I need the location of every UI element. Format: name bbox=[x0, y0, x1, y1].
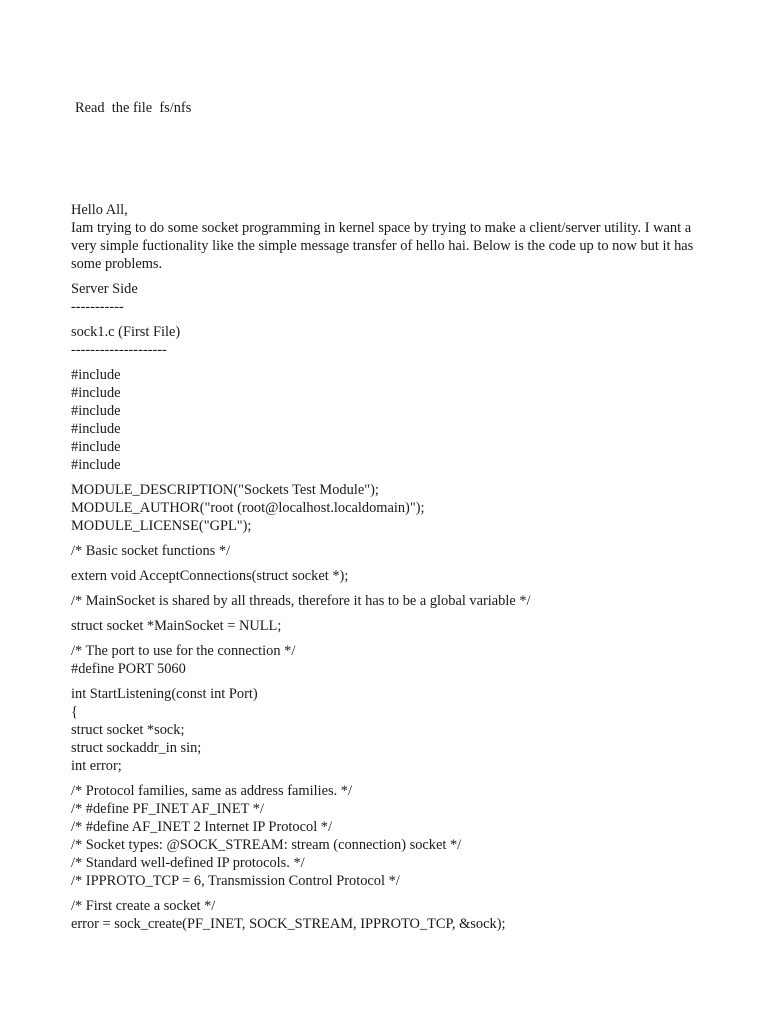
code-line: #define PORT 5060 bbox=[71, 661, 186, 677]
code-comment bbox=[71, 542, 711, 560]
code-line: int StartListening(const int Port) bbox=[71, 686, 258, 702]
code-line: /* MainSocket is shared by all threads, therefore it has to be a global variable */ bbox=[71, 593, 531, 609]
text-line: Server Side bbox=[71, 281, 138, 297]
text-line: Hello All, bbox=[71, 202, 128, 218]
text-line: -------------------- bbox=[71, 342, 167, 358]
code-line: /* First create a socket */ bbox=[71, 898, 216, 914]
code-statement bbox=[71, 617, 711, 635]
port-block bbox=[71, 642, 711, 678]
code-line: #include bbox=[71, 367, 121, 383]
code-line: extern void AcceptConnections(struct socket *); bbox=[71, 568, 349, 584]
code-line: MODULE_DESCRIPTION("Sockets Test Module"); bbox=[71, 482, 379, 498]
protocol-comments-block bbox=[71, 782, 711, 890]
code-line: /* Standard well-defined IP protocols. */ bbox=[71, 855, 305, 871]
code-line: /* Basic socket functions */ bbox=[71, 543, 231, 559]
code-line: struct socket *sock; bbox=[71, 722, 185, 738]
module-info-block bbox=[71, 481, 711, 535]
text-line: sock1.c (First File) bbox=[71, 324, 181, 340]
code-line: /* The port to use for the connection */ bbox=[71, 643, 296, 659]
page-heading: Read the file fs/nfs bbox=[75, 100, 192, 116]
code-line: struct sockaddr_in sin; bbox=[71, 740, 202, 756]
include-block bbox=[71, 366, 711, 474]
code-line: #include bbox=[71, 421, 121, 437]
code-line: /* #define AF_INET 2 Internet IP Protocol */ bbox=[71, 819, 332, 835]
code-line: /* IPPROTO_TCP = 6, Transmission Control Protocol */ bbox=[71, 873, 400, 889]
code-line: int error; bbox=[71, 758, 122, 774]
text-line: ----------- bbox=[71, 299, 124, 315]
code-line: { bbox=[71, 704, 78, 720]
document-body bbox=[71, 201, 711, 933]
code-comment bbox=[71, 592, 711, 610]
code-line: MODULE_AUTHOR("root (root@localhost.localdomain)"); bbox=[71, 500, 425, 516]
intro-paragraph bbox=[71, 201, 711, 273]
code-line: /* #define PF_INET AF_INET */ bbox=[71, 801, 264, 817]
text-line: Iam trying to do some socket programming in kernel space by trying to make a client/server utility. I want a very simple fuctionality like the simple message transfer of hello hai. Below is the code up to now but it has some problems. bbox=[71, 220, 694, 272]
server-side-heading bbox=[71, 280, 711, 316]
code-line: error = sock_create(PF_INET, SOCK_STREAM, IPPROTO_TCP, &sock); bbox=[71, 916, 506, 932]
file-heading bbox=[71, 323, 711, 359]
code-line: MODULE_LICENSE("GPL"); bbox=[71, 518, 252, 534]
code-line: struct socket *MainSocket = NULL; bbox=[71, 618, 282, 634]
code-line: /* Protocol families, same as address families. */ bbox=[71, 783, 352, 799]
code-statement bbox=[71, 567, 711, 585]
code-line: #include bbox=[71, 385, 121, 401]
code-line: #include bbox=[71, 403, 121, 419]
code-line: /* Socket types: @SOCK_STREAM: stream (connection) socket */ bbox=[71, 837, 462, 853]
code-line: #include bbox=[71, 457, 121, 473]
socket-create-block bbox=[71, 897, 711, 933]
code-line: #include bbox=[71, 439, 121, 455]
function-header-block bbox=[71, 685, 711, 775]
